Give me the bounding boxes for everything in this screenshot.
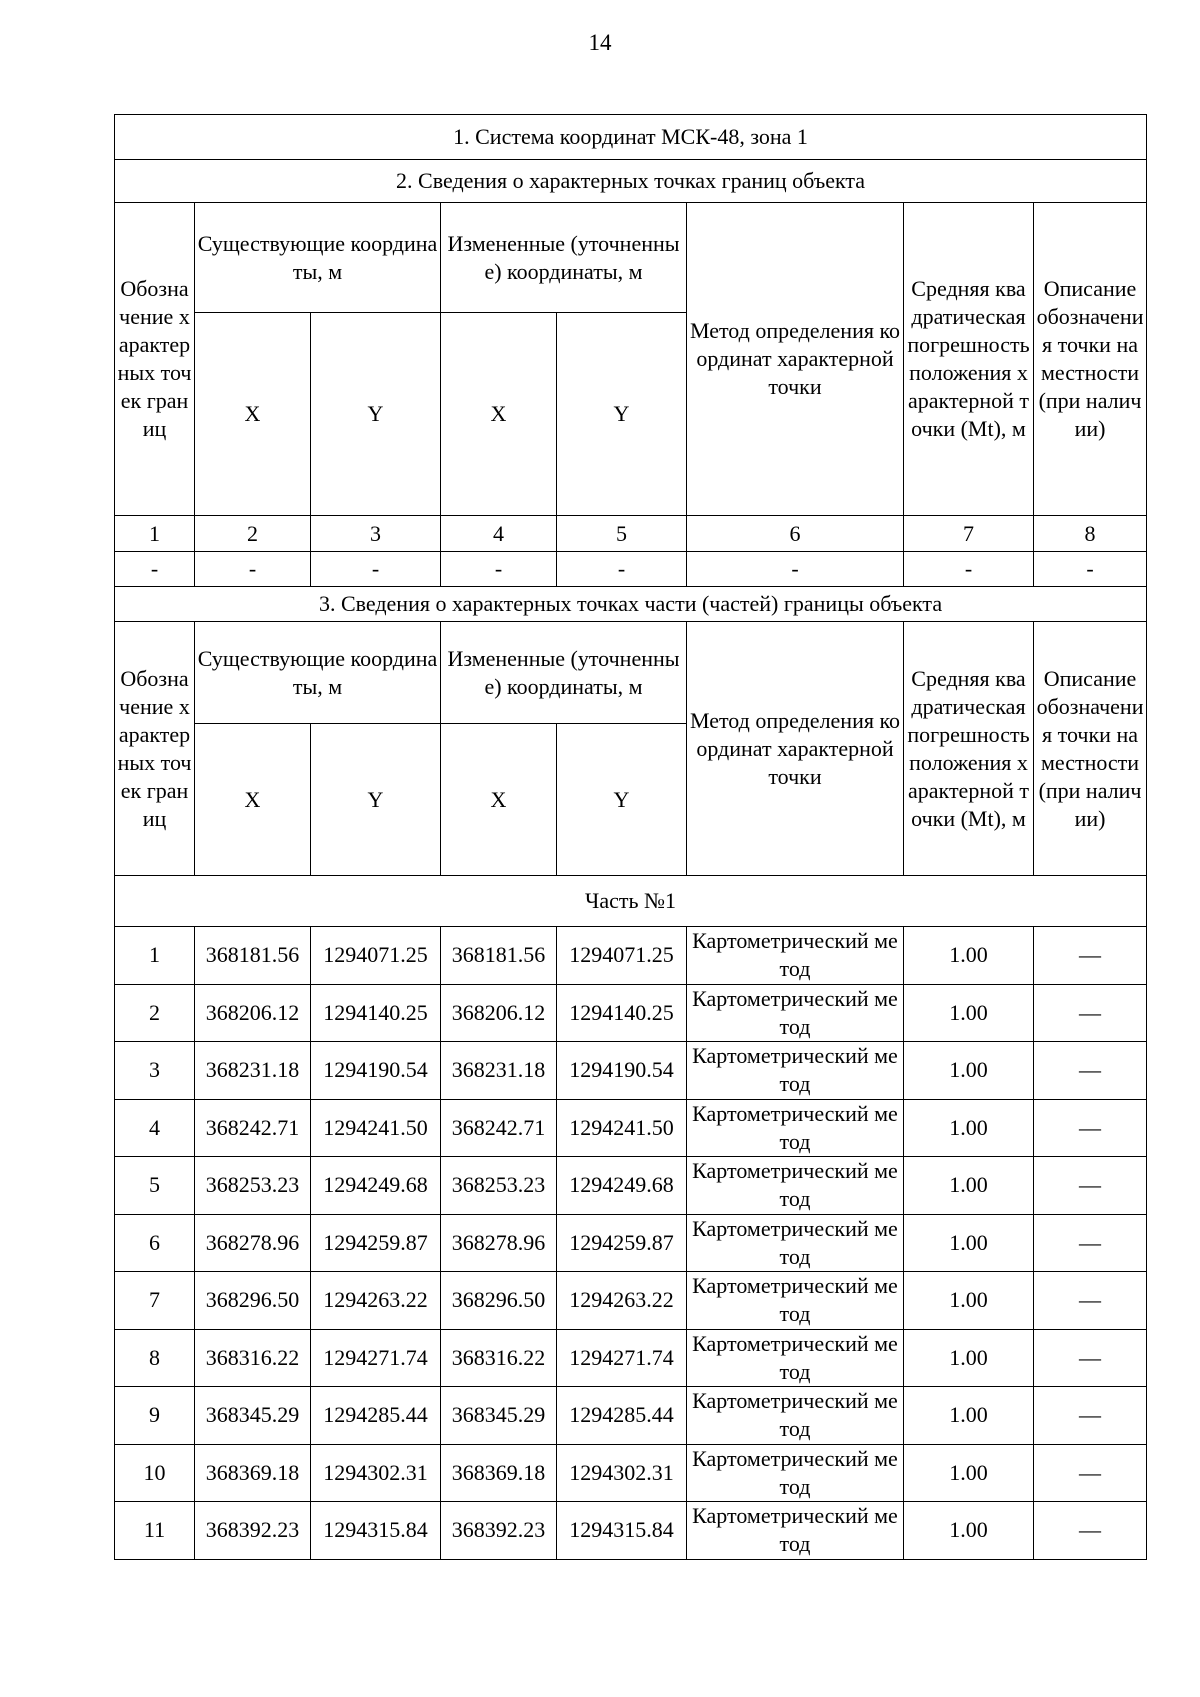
point-number-cell: 10 bbox=[115, 1444, 195, 1502]
mt-error-cell: 1.00 bbox=[904, 1444, 1034, 1502]
method-cell: Картометрический метод bbox=[687, 1272, 904, 1330]
header-changed-x: X bbox=[441, 313, 557, 516]
header-method: Метод определения координат характерной точки bbox=[687, 203, 904, 516]
empty-cell: - bbox=[687, 552, 904, 587]
existing-x-cell: 368369.18 bbox=[195, 1444, 311, 1502]
changed-x-cell: 368345.29 bbox=[441, 1387, 557, 1445]
method-cell: Картометрический метод bbox=[687, 1329, 904, 1387]
point-number-cell: 1 bbox=[115, 927, 195, 985]
existing-x-cell: 368316.22 bbox=[195, 1329, 311, 1387]
section2-row bbox=[115, 160, 1147, 203]
changed-y-cell: 1294140.25 bbox=[557, 984, 687, 1042]
table-row bbox=[115, 1444, 1147, 1502]
description-cell: — bbox=[1034, 1272, 1147, 1330]
point-number-cell: 8 bbox=[115, 1329, 195, 1387]
table-row bbox=[115, 1502, 1147, 1560]
empty-data-row bbox=[115, 552, 1147, 587]
point-number-cell: 4 bbox=[115, 1099, 195, 1157]
empty-cell: - bbox=[904, 552, 1034, 587]
mt-error-cell: 1.00 bbox=[904, 1329, 1034, 1387]
table-row bbox=[115, 1272, 1147, 1330]
column-number: 1 bbox=[115, 516, 195, 552]
table-row bbox=[115, 1387, 1147, 1445]
description-cell: — bbox=[1034, 1099, 1147, 1157]
header-existing-y: Y bbox=[311, 724, 441, 876]
method-cell: Картометрический метод bbox=[687, 1099, 904, 1157]
description-cell: — bbox=[1034, 1214, 1147, 1272]
changed-x-cell: 368231.18 bbox=[441, 1042, 557, 1100]
method-cell: Картометрический метод bbox=[687, 1387, 904, 1445]
existing-x-cell: 368206.12 bbox=[195, 984, 311, 1042]
header-error: Средняя квадратическая погрешность положения характерной точки (Mt), м bbox=[904, 622, 1034, 876]
table-row bbox=[115, 1099, 1147, 1157]
mt-error-cell: 1.00 bbox=[904, 1157, 1034, 1215]
description-cell: — bbox=[1034, 1387, 1147, 1445]
mt-error-cell: 1.00 bbox=[904, 1387, 1034, 1445]
changed-y-cell: 1294302.31 bbox=[557, 1444, 687, 1502]
header-changed: Измененные (уточненные) координаты, м bbox=[441, 622, 687, 724]
header-existing-x: X bbox=[195, 724, 311, 876]
empty-cell: - bbox=[311, 552, 441, 587]
table-row bbox=[115, 1329, 1147, 1387]
empty-cell: - bbox=[557, 552, 687, 587]
point-number-cell: 2 bbox=[115, 984, 195, 1042]
page-number: 14 bbox=[588, 30, 612, 55]
existing-y-cell: 1294315.84 bbox=[311, 1502, 441, 1560]
existing-x-cell: 368278.96 bbox=[195, 1214, 311, 1272]
mt-error-cell: 1.00 bbox=[904, 1502, 1034, 1560]
method-cell: Картометрический метод bbox=[687, 984, 904, 1042]
existing-x-cell: 368253.23 bbox=[195, 1157, 311, 1215]
mt-error-cell: 1.00 bbox=[904, 984, 1034, 1042]
column-number: 7 bbox=[904, 516, 1034, 552]
header-changed-x: X bbox=[441, 724, 557, 876]
empty-cell: - bbox=[195, 552, 311, 587]
existing-y-cell: 1294241.50 bbox=[311, 1099, 441, 1157]
point-number-cell: 7 bbox=[115, 1272, 195, 1330]
mt-error-cell: 1.00 bbox=[904, 1272, 1034, 1330]
point-number-cell: 5 bbox=[115, 1157, 195, 1215]
header-existing: Существующие координаты, м bbox=[195, 203, 441, 313]
existing-x-cell: 368392.23 bbox=[195, 1502, 311, 1560]
existing-y-cell: 1294302.31 bbox=[311, 1444, 441, 1502]
existing-y-cell: 1294140.25 bbox=[311, 984, 441, 1042]
section3-title: 3. Сведения о характерных точках части (частей) границы объекта bbox=[115, 587, 1147, 622]
column-numbers-row bbox=[115, 516, 1147, 552]
point-number-cell: 11 bbox=[115, 1502, 195, 1560]
mt-error-cell: 1.00 bbox=[904, 927, 1034, 985]
existing-y-cell: 1294285.44 bbox=[311, 1387, 441, 1445]
existing-y-cell: 1294271.74 bbox=[311, 1329, 441, 1387]
part-label: Часть №1 bbox=[115, 876, 1147, 927]
changed-y-cell: 1294190.54 bbox=[557, 1042, 687, 1100]
section1-title: 1. Система координат МСК-48, зона 1 bbox=[115, 115, 1147, 160]
coordinates-table bbox=[114, 114, 1147, 1560]
header-existing-y: Y bbox=[311, 313, 441, 516]
changed-y-cell: 1294259.87 bbox=[557, 1214, 687, 1272]
description-cell: — bbox=[1034, 1444, 1147, 1502]
empty-cell: - bbox=[1034, 552, 1147, 587]
table-row bbox=[115, 1157, 1147, 1215]
data-rows bbox=[115, 927, 1147, 1560]
header-method: Метод определения координат характерной точки bbox=[687, 622, 904, 876]
column-number: 2 bbox=[195, 516, 311, 552]
method-cell: Картометрический метод bbox=[687, 1444, 904, 1502]
changed-y-cell: 1294315.84 bbox=[557, 1502, 687, 1560]
description-cell: — bbox=[1034, 1502, 1147, 1560]
changed-y-cell: 1294249.68 bbox=[557, 1157, 687, 1215]
changed-x-cell: 368296.50 bbox=[441, 1272, 557, 1330]
column-number: 3 bbox=[311, 516, 441, 552]
mt-error-cell: 1.00 bbox=[904, 1099, 1034, 1157]
changed-y-cell: 1294071.25 bbox=[557, 927, 687, 985]
table-row bbox=[115, 1042, 1147, 1100]
description-cell: — bbox=[1034, 1042, 1147, 1100]
section1-row bbox=[115, 115, 1147, 160]
existing-x-cell: 368181.56 bbox=[195, 927, 311, 985]
header-designation: Обозначение характерных точек границ bbox=[115, 622, 195, 876]
empty-cell: - bbox=[115, 552, 195, 587]
mt-error-cell: 1.00 bbox=[904, 1042, 1034, 1100]
empty-cell: - bbox=[441, 552, 557, 587]
existing-x-cell: 368345.29 bbox=[195, 1387, 311, 1445]
changed-x-cell: 368316.22 bbox=[441, 1329, 557, 1387]
changed-x-cell: 368278.96 bbox=[441, 1214, 557, 1272]
method-cell: Картометрический метод bbox=[687, 1502, 904, 1560]
point-number-cell: 9 bbox=[115, 1387, 195, 1445]
changed-y-cell: 1294241.50 bbox=[557, 1099, 687, 1157]
header-changed-y: Y bbox=[557, 724, 687, 876]
method-cell: Картометрический метод bbox=[687, 1157, 904, 1215]
description-cell: — bbox=[1034, 984, 1147, 1042]
column-number: 6 bbox=[687, 516, 904, 552]
changed-x-cell: 368369.18 bbox=[441, 1444, 557, 1502]
method-cell: Картометрический метод bbox=[687, 1042, 904, 1100]
mt-error-cell: 1.00 bbox=[904, 1214, 1034, 1272]
section2-title: 2. Сведения о характерных точках границ объекта bbox=[115, 160, 1147, 203]
header-designation: Обозначение характерных точек границ bbox=[115, 203, 195, 516]
changed-x-cell: 368253.23 bbox=[441, 1157, 557, 1215]
part-row bbox=[115, 876, 1147, 927]
header-changed: Измененные (уточненные) координаты, м bbox=[441, 203, 687, 313]
existing-y-cell: 1294071.25 bbox=[311, 927, 441, 985]
existing-x-cell: 368231.18 bbox=[195, 1042, 311, 1100]
changed-y-cell: 1294271.74 bbox=[557, 1329, 687, 1387]
header-description: Описание обозначения точки на местности (при наличии) bbox=[1034, 622, 1147, 876]
table-row bbox=[115, 984, 1147, 1042]
section3-header-row-1 bbox=[115, 622, 1147, 724]
header-existing-x: X bbox=[195, 313, 311, 516]
existing-y-cell: 1294249.68 bbox=[311, 1157, 441, 1215]
existing-y-cell: 1294190.54 bbox=[311, 1042, 441, 1100]
point-number-cell: 3 bbox=[115, 1042, 195, 1100]
method-cell: Картометрический метод bbox=[687, 927, 904, 985]
changed-y-cell: 1294263.22 bbox=[557, 1272, 687, 1330]
header-changed-y: Y bbox=[557, 313, 687, 516]
section2-header-row-1 bbox=[115, 203, 1147, 313]
existing-y-cell: 1294263.22 bbox=[311, 1272, 441, 1330]
existing-x-cell: 368296.50 bbox=[195, 1272, 311, 1330]
description-cell: — bbox=[1034, 927, 1147, 985]
existing-x-cell: 368242.71 bbox=[195, 1099, 311, 1157]
header-description: Описание обозначения точки на местности (при наличии) bbox=[1034, 203, 1147, 516]
changed-y-cell: 1294285.44 bbox=[557, 1387, 687, 1445]
section3-row bbox=[115, 587, 1147, 622]
point-number-cell: 6 bbox=[115, 1214, 195, 1272]
changed-x-cell: 368181.56 bbox=[441, 927, 557, 985]
changed-x-cell: 368392.23 bbox=[441, 1502, 557, 1560]
description-cell: — bbox=[1034, 1329, 1147, 1387]
changed-x-cell: 368206.12 bbox=[441, 984, 557, 1042]
method-cell: Картометрический метод bbox=[687, 1214, 904, 1272]
column-number: 4 bbox=[441, 516, 557, 552]
table-row bbox=[115, 927, 1147, 985]
column-number: 5 bbox=[557, 516, 687, 552]
column-number: 8 bbox=[1034, 516, 1147, 552]
header-error: Средняя квадратическая погрешность положения характерной точки (Mt), м bbox=[904, 203, 1034, 516]
header-existing: Существующие координаты, м bbox=[195, 622, 441, 724]
changed-x-cell: 368242.71 bbox=[441, 1099, 557, 1157]
table-row bbox=[115, 1214, 1147, 1272]
existing-y-cell: 1294259.87 bbox=[311, 1214, 441, 1272]
description-cell: — bbox=[1034, 1157, 1147, 1215]
